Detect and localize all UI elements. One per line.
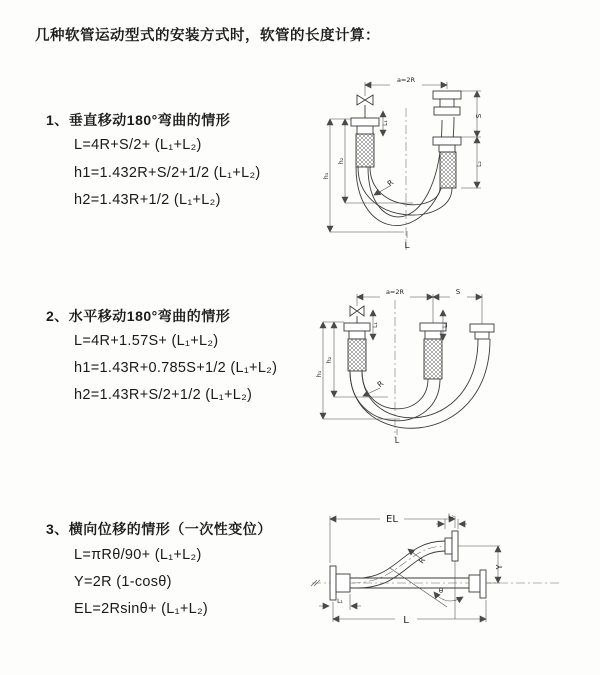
radius-label: R	[416, 555, 428, 566]
dim-label-l2: L₂	[448, 513, 454, 520]
dim-label-width: a=2R	[396, 76, 416, 84]
page-title: 几种软管运动型式的安装方式时，软管的长度计算：	[35, 28, 380, 44]
dimension-lines	[323, 294, 482, 435]
section-3-heading: 3、横向位移的情形（一次性变位）	[46, 521, 272, 537]
dim-label-width: a=2R	[385, 288, 405, 296]
length-label: L	[394, 436, 400, 445]
dim-label-s: S	[475, 113, 483, 119]
dim-label-h2: h₂	[337, 157, 345, 165]
formula-line: L=πRθ/90+ (L₁+L₂)	[74, 547, 202, 563]
valve-icon	[350, 306, 364, 323]
dim-label-el: EL	[386, 514, 398, 525]
section-1-heading: 1、垂直移动180°弯曲的情形	[46, 112, 231, 128]
upper-flange	[445, 531, 458, 561]
right-lower-flange	[469, 570, 486, 598]
diagram-lateral-displacement	[300, 503, 575, 645]
dim-label-h1: h₁	[322, 172, 330, 180]
left-flange-fitting	[351, 118, 379, 167]
formula-line: h1=1.432R+S/2+1/2 (L₁+L₂)	[74, 165, 261, 181]
dim-label-l1: L₁	[382, 120, 389, 126]
diagram-horizontal-180-bend	[310, 278, 545, 455]
dim-label-h1: h₁	[315, 370, 323, 378]
hose-s-curve	[352, 541, 445, 588]
valve-icon	[357, 95, 373, 118]
radius-label: R	[375, 378, 386, 390]
dim-label-l2: L₂	[442, 322, 449, 328]
angle-label: θ	[438, 587, 444, 595]
radius-label: R	[385, 177, 396, 189]
section-2-heading: 2、水平移动180°弯曲的情形	[46, 308, 231, 324]
formula-line: h2=1.43R+1/2 (L₁+L₂)	[74, 192, 221, 208]
dim-label-l2: L₂	[476, 161, 483, 167]
dimension-lines	[319, 516, 500, 622]
formula-line: Y=2R (1-cosθ)	[74, 574, 172, 590]
length-label: L	[404, 241, 410, 251]
formula-line: h2=1.43R+S/2+1/2 (L₁+L₂)	[74, 387, 253, 403]
left-flange-fitting	[344, 323, 370, 371]
length-label: L	[403, 615, 409, 626]
dim-label-l1: L₁	[372, 322, 379, 328]
dim-label-s: S	[455, 288, 461, 296]
right-flange-fitting	[470, 324, 494, 339]
formula-line: L=4R+S/2+ (L₁+L₂)	[74, 137, 202, 153]
dim-label-y: Y	[495, 564, 504, 570]
left-flange	[330, 566, 350, 600]
middle-flange-fitting	[420, 323, 446, 379]
right-flange-fitting	[433, 91, 461, 188]
formula-line: h1=1.43R+0.785S+1/2 (L₁+L₂)	[74, 360, 278, 376]
hose-u-bend	[350, 339, 490, 428]
diagram-vertical-180-bend	[308, 66, 532, 260]
formula-line: EL=2Rsinθ+ (L₁+L₂)	[74, 601, 209, 617]
dim-label-l1: L₁	[337, 598, 343, 605]
formula-line: L=4R+1.57S+ (L₁+L₂)	[74, 333, 219, 349]
dim-label-h2: h₂	[325, 356, 333, 364]
angle-construction	[390, 561, 463, 619]
